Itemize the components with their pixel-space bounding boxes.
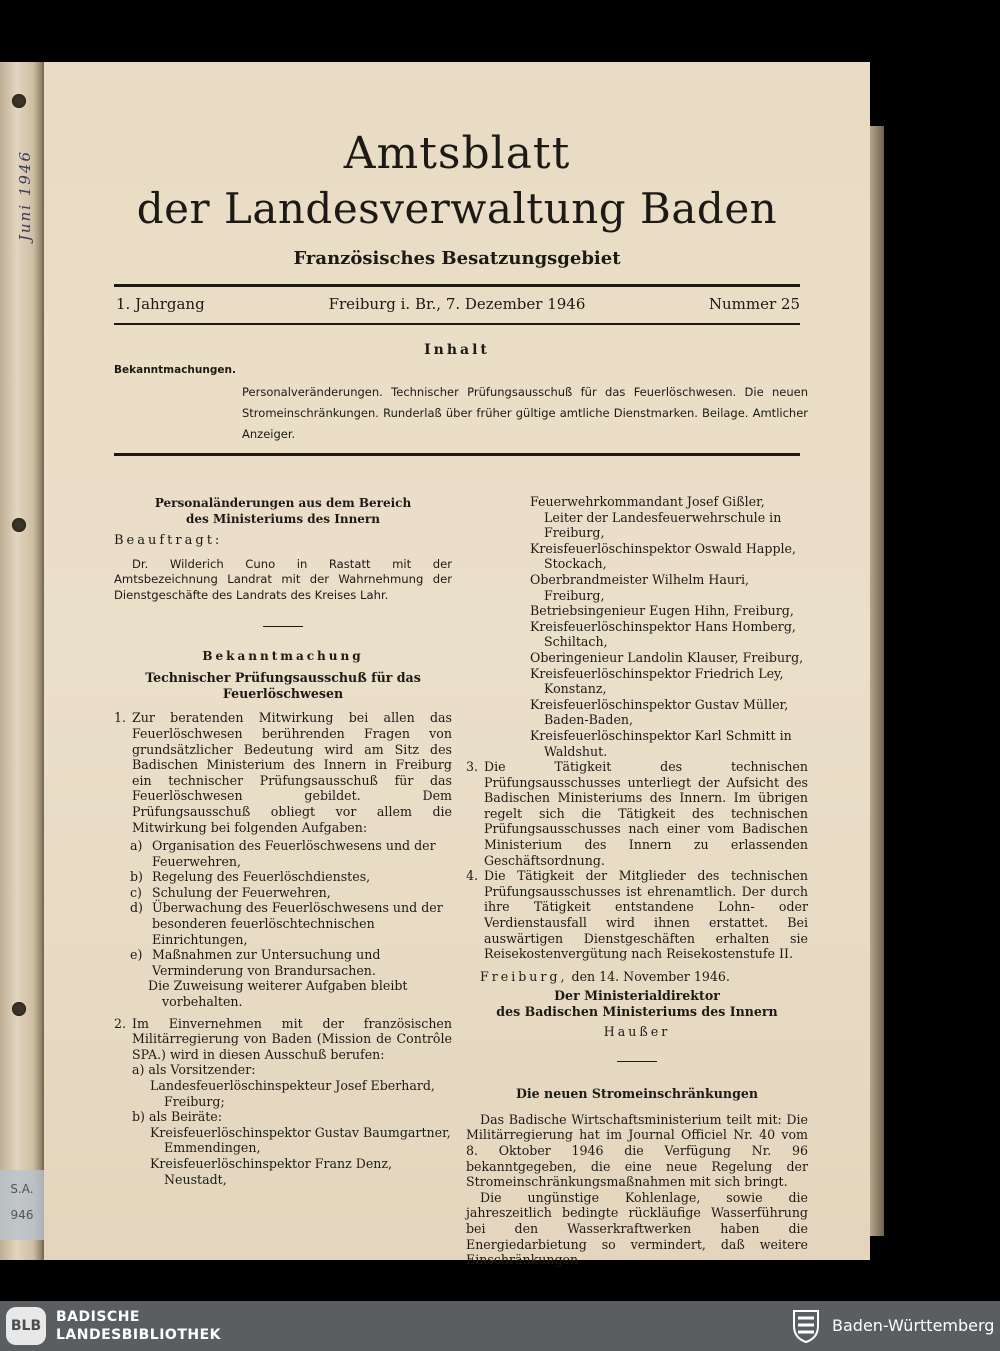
- announcement-title-line2: Feuerlöschwesen: [222, 685, 344, 701]
- advisor-entry: Feuerwehrkommandant Josef Gißler, Leiter der Landesfeuerwehrschule in Freiburg,: [530, 494, 782, 541]
- masthead-rule-top: [114, 284, 800, 287]
- item-number: 3.: [466, 759, 479, 775]
- item-number: 4.: [466, 868, 479, 884]
- masthead-title-line2: der Landesverwaltung Baden: [136, 184, 778, 233]
- announcement-title-line1: Technischer Prüfungsausschuß für das: [145, 670, 421, 686]
- personal-heading-line2: des Ministeriums des Innern: [186, 511, 380, 526]
- advisor-entry: Oberingenieur Landolin Klauser, Freiburg,: [530, 649, 804, 665]
- signoff-date: den 14. November 1946.: [571, 968, 730, 984]
- advisors-list-left: [114, 1125, 452, 1187]
- masthead-rule-bottom: [114, 323, 800, 325]
- masthead-info-row: [114, 295, 800, 319]
- handwritten-margin-note: Juni 1946: [16, 150, 34, 242]
- task-letter: a): [130, 838, 143, 854]
- task-text: Schulung der Feuerwehren,: [152, 884, 331, 900]
- punch-hole: [12, 94, 26, 108]
- stamp-line2: 946: [10, 1208, 34, 1222]
- advisor-entry: Kreisfeuerlöschinspektor Franz Denz, Neustadt,: [150, 1155, 393, 1187]
- viewer-footer: [0, 1301, 1000, 1351]
- issue-year: 1. Jahrgang: [116, 295, 205, 313]
- advisor-entry: Kreisfeuerlöschinspektor Karl Schmitt in Waldshut.: [530, 727, 792, 759]
- contents-rule: [114, 453, 800, 456]
- document-page: [44, 62, 870, 1268]
- announcement-item-2: [114, 1016, 452, 1063]
- item-number: 1.: [114, 710, 127, 726]
- task-text: Maßnahmen zur Untersuchung und Verminderung von Brandursachen.: [152, 947, 381, 978]
- power-paragraph-2: Die ungünstige Kohlenlage, sowie die jahreszeitlich bedingte rückläufige Wasserführung bei den Wasserkraftwerken haben die Energiedarbietung so vermindert, daß weitere Einschränkungen: [466, 1189, 808, 1268]
- advisor-entry: Oberbrandmeister Wilhelm Hauri, Freiburg,: [530, 571, 750, 603]
- personal-heading-line1: Personaländerungen aus dem Bereich: [154, 496, 412, 510]
- left-column: [114, 494, 452, 1187]
- task-letter: e): [130, 947, 143, 963]
- power-heading: Die neuen Stromeinschränkungen: [515, 1086, 759, 1102]
- task-text: Überwachung des Feuerlöschwesens und der besonderen feuerlöschtechnischen Einrichtungen,: [152, 900, 443, 947]
- item-text: Zur beratenden Mitwirkung bei allen das Feuerlöschwesen berührenden Fragen von grundsätzlicher Bedeutung wird am Sitz des Badischen Ministerium des Innern in Freiburg ein technischer Prüfungsausschuß für das Feuerlöschwesen gebildet. Dem Prüfungsausschuß obliegt vor allem die Mitwirkung bei folgenden Aufgaben:: [132, 710, 452, 835]
- advisors-list-right: [466, 494, 808, 759]
- signatory-name: Haußer: [603, 1023, 671, 1039]
- chair-label: a) als Vorsitzender:: [132, 1062, 256, 1078]
- masthead-subtitle: Französisches Besatzungsgebiet: [293, 248, 621, 269]
- personal-label: Beauftragt:: [114, 533, 223, 549]
- contents-section-label: Bekanntmachungen.: [114, 364, 236, 376]
- advisor-entry: Kreisfeuerlöschinspektor Hans Homberg, Schiltach,: [530, 618, 796, 650]
- advisor-entry: Kreisfeuerlöschinspektor Oswald Happle, Stockach,: [530, 540, 796, 572]
- signatory-title-line2: des Badischen Ministeriums des Innern: [496, 1004, 778, 1019]
- right-column: [466, 494, 808, 1268]
- signatory-title-line1: Der Ministerialdirektor: [554, 988, 720, 1004]
- task-item: [114, 900, 452, 947]
- announcement-item-4: [466, 868, 808, 962]
- punch-hole: [12, 518, 26, 532]
- book-binding: [0, 62, 44, 1260]
- punch-hole: [12, 1002, 26, 1016]
- task-item: [114, 885, 452, 901]
- power-paragraph-1: Das Badische Wirtschaftsministerium teilt mit: Die Militärregierung hat im Journal Officiel Nr. 40 vom 8. Oktober 1946 die Verfügung Nr. 96 bekanntgegeben, die eine neue Regelung der Stromeinschränkungsmaßnahmen mit sich bringt.: [466, 1111, 808, 1190]
- advisor-entry: Kreisfeuerlöschinspektor Gustav Müller, Baden-Baden,: [530, 696, 789, 728]
- announcement-kicker: Bekanntmachung: [202, 648, 364, 663]
- issue-place-date: Freiburg i. Br., 7. Dezember 1946: [328, 295, 586, 313]
- blb-logo-icon[interactable]: BLB: [6, 1307, 46, 1345]
- advisor-entry: Kreisfeuerlöschinspektor Gustav Baumgartner, Emmendingen,: [150, 1124, 451, 1156]
- library-name-line1: BADISCHE: [56, 1309, 140, 1325]
- task-item: [114, 838, 452, 869]
- item-text: Im Einvernehmen mit der französischen Militärregierung von Baden (Mission de Contrôle SPA.) wird in diesen Ausschuß berufen:: [132, 1015, 452, 1062]
- task-item: [114, 869, 452, 885]
- signoff-line: [466, 969, 808, 985]
- state-emblem-icon: [792, 1308, 820, 1344]
- personal-text: Dr. Wilderich Cuno in Rastatt mit der Amtsbezeichnung Landrat mit der Wahrnehmung der Dienstgeschäfte des Landrats des Kreises Lahr.: [114, 556, 452, 602]
- task-item: [114, 947, 452, 978]
- task-letter: c): [130, 884, 142, 900]
- issue-number: Nummer 25: [708, 295, 800, 313]
- task-text: Regelung des Feuerlöschdienstes,: [152, 869, 371, 885]
- stamp-line1: S.A.: [10, 1182, 34, 1196]
- task-letter: d): [130, 900, 143, 916]
- task-letter: b): [130, 869, 143, 885]
- signoff-place: Freiburg,: [480, 968, 568, 984]
- item-text: Die Tätigkeit der Mitglieder des technischen Prüfungsausschusses ist ehrenamtlich. Der durch ihre Tätigkeit entstandene Lohn- oder Verdienstausfall wird ihnen erstattet. Bei auswärtigen Dienstgeschäften erhalten sie Reisekostenvergütung nach Reisekostenstufe II.: [484, 868, 808, 962]
- announcement-item-3: [466, 759, 808, 868]
- task-text: Organisation des Feuerlöschwesens und der Feuerwehren,: [152, 838, 436, 869]
- tasks-closing: Die Zuweisung weiterer Aufgaben bleibt vorbehalten.: [148, 978, 408, 1010]
- contents-heading: Inhalt: [424, 342, 490, 358]
- item-number: 2.: [114, 1015, 127, 1031]
- library-name-line2: LANDESBIBLIOTHEK: [56, 1327, 222, 1343]
- contents-text: Personalveränderungen. Technischer Prüfungsausschuß für das Feuerlöschwesen. Die neuen Stromeinschränkungen. Runderlaß über früher gültige amtliche Dienstmarken. Beilage. Amtlicher Anzeiger.: [242, 385, 808, 441]
- advisor-entry: Kreisfeuerlöschinspektor Friedrich Ley, Konstanz,: [530, 665, 784, 697]
- advisors-label: b) als Beiräte:: [132, 1109, 223, 1125]
- item-text: Die Tätigkeit des technischen Prüfungsausschusses unterliegt der Aufsicht des Badischen Ministeriums des Innern. Im übrigen regelt sich die Tätigkeit des technischen Prüfungsausschusses nach einer vom Badischen Ministerium des Innern zu erlassenden Geschäftsordnung.: [484, 759, 808, 868]
- chair-name: Landesfeuerlöschinspekteur Josef Eberhard, Freiburg;: [150, 1078, 435, 1109]
- archive-stamp: [0, 1170, 44, 1240]
- tasks-list: [114, 838, 452, 978]
- announcement-item-1: [114, 710, 452, 835]
- masthead-title-line1: Amtsblatt: [343, 128, 571, 179]
- state-name[interactable]: Baden-Württemberg: [832, 1316, 995, 1335]
- advisor-entry: Betriebsingenieur Eugen Hihn, Freiburg,: [530, 603, 794, 619]
